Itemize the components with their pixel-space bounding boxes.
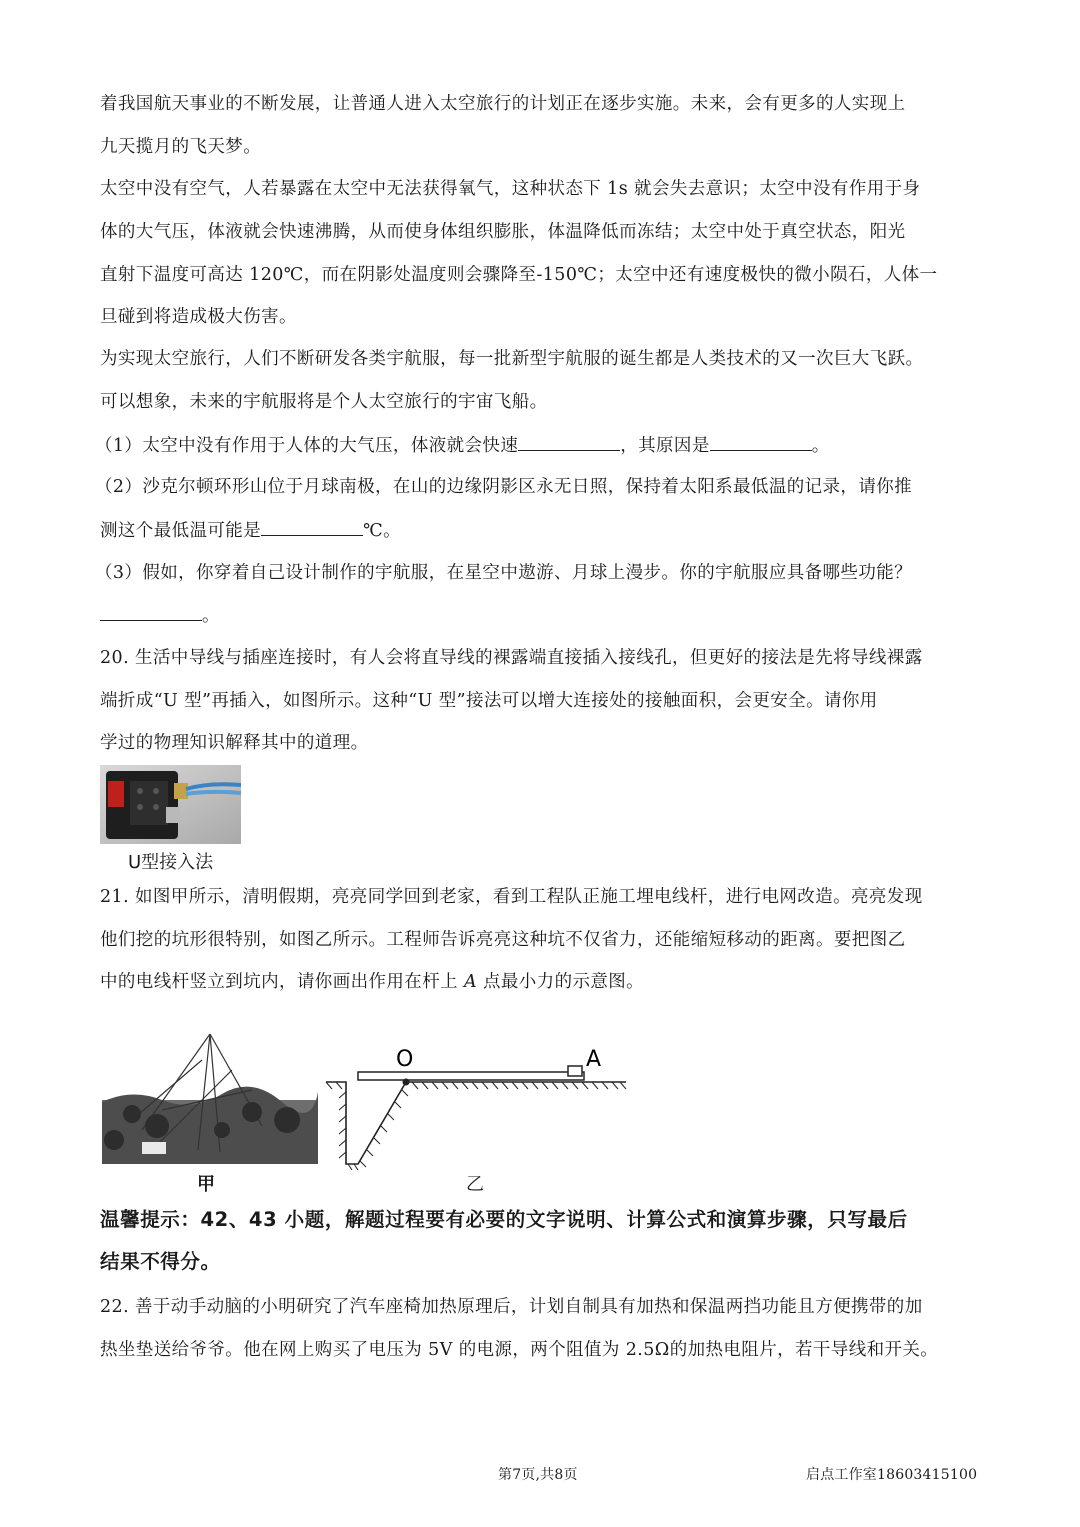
passage-line: 太空中没有空气，人若暴露在太空中无法获得氧气，这种状态下 1s 就会失去意识；太空中没有作用于身: [100, 179, 921, 199]
subquestion-2: （2）沙克尔顿环形山位于月球南极，在山的边缘阴影区永无日照，保持着太阳系最低温的记录，请你推: [95, 477, 913, 497]
question-text: 他们挖的坑形很特别，如图乙所示。工程师告诉亮亮这种坑不仅省力，还能缩短移动的距离。要把图乙: [100, 930, 906, 950]
answer-blank[interactable]: [100, 602, 202, 621]
point-a-block: [568, 1066, 582, 1076]
subquestion-text: 。: [811, 436, 830, 456]
subquestion-text: ，其原因是: [620, 436, 710, 456]
tip-text: 结果不得分。: [100, 1250, 221, 1273]
pole: [358, 1072, 584, 1080]
caption-jia: 甲: [197, 1174, 215, 1195]
subquestion-2-cont: [100, 517, 401, 544]
u-wire-photo: [100, 765, 241, 844]
photo-caption: U型接入法: [128, 852, 214, 873]
answer-blank[interactable]: [518, 432, 620, 451]
question-text: [100, 969, 644, 995]
ground-surface: [326, 1082, 626, 1164]
question-text-part: 点最小力的示意图。: [477, 972, 645, 992]
question-text-part: 中的电线杆竖立到坑内，请你画出作用在杆上: [100, 972, 464, 992]
subquestion-text: 测这个最低温可能是: [100, 521, 262, 541]
figure-jia-photo: [102, 1030, 318, 1164]
subquestion-1: [95, 432, 830, 459]
passage-line: 直射下温度可高达 120℃，而在阴影处温度则会骤降至-150℃；太空中还有速度极快的微小陨石，人体一: [100, 265, 938, 285]
point-a-variable: A: [463, 972, 478, 992]
question-text: 20. 生活中导线与插座连接时，有人会将直导线的裸露端直接插入接线孔，但更好的接法是先将导线裸露: [100, 648, 923, 668]
passage-line: 九天揽月的飞天梦。: [100, 137, 262, 157]
passage-line: 旦碰到将造成极大伤害。: [100, 307, 297, 327]
question-text: 学过的物理知识解释其中的道理。: [100, 733, 369, 753]
ground-hatching: [326, 1082, 626, 1170]
tip-text: 温馨提示：42、43 小题，解题过程要有必要的文字说明、计算公式和演算步骤，只写最后: [100, 1208, 908, 1231]
caption-yi: 乙: [466, 1174, 484, 1195]
passage-line: 体的大气压，体液就会快速沸腾，从而使身体组织膨胀，体温降低而冻结；太空中处于真空状态，阳光: [100, 222, 906, 242]
passage-line: 为实现太空旅行，人们不断研发各类宇航服，每一批新型宇航服的诞生都是人类技术的又一次巨大飞跃。: [100, 349, 924, 369]
passage-line: 着我国航天事业的不断发展，让普通人进入太空旅行的计划正在逐步实施。未来，会有更多的人实现上: [100, 94, 906, 114]
subquestion-3-cont: [100, 602, 220, 629]
subquestion-text: ℃。: [363, 521, 401, 541]
studio-contact: 启点工作室18603415100: [806, 1467, 978, 1483]
question-text: 21. 如图甲所示，清明假期，亮亮同学回到老家，看到工程队正施工埋电线杆，进行电网改造。亮亮发现: [100, 887, 923, 907]
page-number: 第7页,共8页: [498, 1467, 578, 1483]
subquestion-text: 。: [202, 606, 220, 626]
subquestion-text: （1）太空中没有作用于人体的大气压，体液就会快速: [95, 436, 519, 456]
question-text: 端折成“U 型”再插入，如图所示。这种“U 型”接法可以增大连接处的接触面积，会更安全。请你用: [100, 691, 878, 711]
passage-line: 可以想象，未来的宇航服将是个人太空旅行的宇宙飞船。: [100, 392, 548, 412]
answer-blank[interactable]: [261, 517, 363, 536]
subquestion-3: （3）假如，你穿着自己设计制作的宇航服，在星空中遨游、月球上漫步。你的宇航服应具备哪些功能？: [95, 563, 913, 583]
answer-blank[interactable]: [710, 432, 812, 451]
question-text: 22. 善于动手动脑的小明研究了汽车座椅加热原理后，计划自制具有加热和保温两挡功能且方便携带的加: [100, 1297, 923, 1317]
label-a: A: [586, 1047, 602, 1072]
label-o: O: [396, 1047, 414, 1072]
figure-yi-diagram: [322, 1040, 632, 1170]
question-text: 热坐垫送给爷爷。他在网上购买了电压为 5V 的电源，两个阻值为 2.5Ω的加热电阻片，若干导线和开关。: [100, 1340, 939, 1360]
